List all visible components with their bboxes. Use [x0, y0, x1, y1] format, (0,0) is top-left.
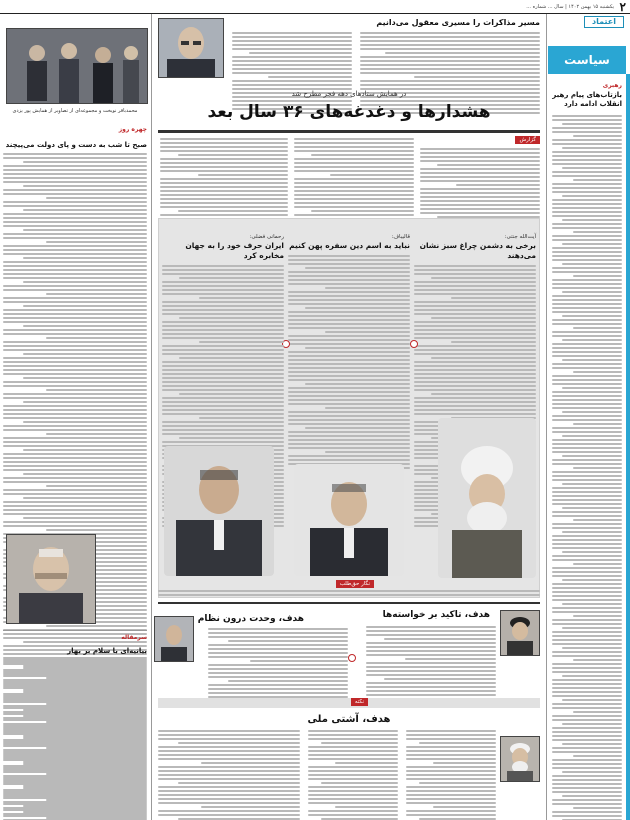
column-label: سرمقاله — [121, 634, 147, 641]
section-title: سیاست — [548, 46, 626, 74]
portrait-speaker-3 — [164, 446, 274, 576]
column-headline: بیانیه‌ای با سلام بر بهار — [67, 647, 147, 655]
col1-kicker: آیت‌الله جنتی: — [504, 234, 536, 240]
column-body — [3, 659, 147, 820]
col3-headline: ایران حرف خود را به جهان مخابره کرد — [185, 241, 284, 260]
report-tag: گزارش — [515, 136, 540, 144]
photo-credit: نگار حق‌طلب — [336, 580, 374, 588]
right-kicker: رهبری — [602, 82, 622, 89]
bottom-portrait-1 — [500, 610, 540, 656]
bottom-portrait-2 — [154, 616, 194, 662]
main-headline: هشدارها و دغدغه‌های ۳۶ سال بعد — [207, 102, 491, 122]
man-with-glasses-portrait-icon — [159, 19, 223, 77]
main-kicker: در همایش ستادهای دهه فجر مطرح شد — [291, 90, 407, 98]
face-label: چهره روز — [118, 126, 147, 133]
bottom-article-3-col1 — [406, 730, 496, 820]
col2-headline: نباید به اسم دین سفره پهن کنیم — [289, 241, 410, 250]
bottom-portrait-3 — [500, 736, 540, 782]
col2-kicker: قالیباف: — [391, 234, 410, 240]
news-photo — [6, 28, 148, 104]
bottom-headline-1: هدف، تاکید بر خواسته‌ها — [382, 610, 490, 620]
man-portrait-icon — [294, 464, 404, 576]
report-intro-2 — [294, 138, 414, 220]
portrait-speaker-2 — [294, 464, 404, 576]
page-number: ۲ — [619, 0, 626, 14]
report-intro-3 — [160, 138, 288, 220]
bottom-headline-3: هدف، آشتی ملی — [307, 714, 391, 725]
masthead — [0, 0, 630, 14]
bottom-article-3-col3 — [158, 730, 300, 820]
right-body — [552, 115, 622, 820]
column-section — [3, 630, 147, 820]
cleric-portrait-icon — [501, 611, 539, 655]
man-portrait-icon — [155, 617, 193, 661]
newspaper-logo: اعتماد — [584, 16, 624, 28]
section-column — [546, 14, 630, 820]
speaker-col-2 — [288, 234, 410, 469]
right-article — [552, 82, 622, 820]
col3-kicker: رحمانی فضلی: — [249, 234, 284, 240]
top-headline: مسیر مذاکرات را مسیری معقول می‌دانیم — [376, 18, 540, 27]
divider — [158, 602, 540, 604]
bottom-article-3-col2 — [308, 730, 398, 820]
man-portrait-icon — [164, 446, 274, 576]
section-strip — [626, 74, 630, 820]
right-headline: بازتاب‌های پیام رهبر انقلاب ادامه دارد — [552, 91, 622, 108]
bottom-article-2-body — [208, 628, 348, 706]
face-headline: صبح تا شب به دست و پای دولت می‌پیچند — [5, 141, 147, 149]
main-area — [154, 14, 544, 820]
top-portrait — [158, 18, 224, 78]
report-intro-1 — [420, 148, 540, 218]
photo-caption: محمدباقر نوبخت و مجموعه‌ای از تصاویر از همایش پور‌ یزدی — [12, 108, 138, 114]
bottom-headline-2: هدف، وحدت درون نظام — [197, 614, 304, 624]
face-portrait — [6, 534, 96, 624]
connector-dot — [348, 654, 356, 662]
photo-caption-bar — [158, 590, 540, 596]
bottom-article-1-body — [366, 626, 496, 704]
divider — [158, 130, 540, 133]
note-bar — [158, 698, 540, 708]
crowd-photo-icon — [7, 29, 147, 103]
dateline: یکشنبه ۱۵ بهمن ۱۴۰۲ | سال ... شماره ... — [526, 4, 614, 10]
col1-headline: برخی به دشمن چراغ سبز نشان می‌دهند — [419, 241, 536, 260]
cleric-portrait-icon — [438, 418, 536, 578]
cleric-portrait-icon — [501, 737, 539, 781]
connector-dot — [410, 340, 418, 348]
left-column — [0, 14, 152, 820]
man-portrait-icon — [7, 535, 95, 623]
portrait-speaker-1 — [438, 418, 536, 578]
note-label: نکته — [351, 698, 368, 706]
col2-body — [288, 255, 410, 469]
